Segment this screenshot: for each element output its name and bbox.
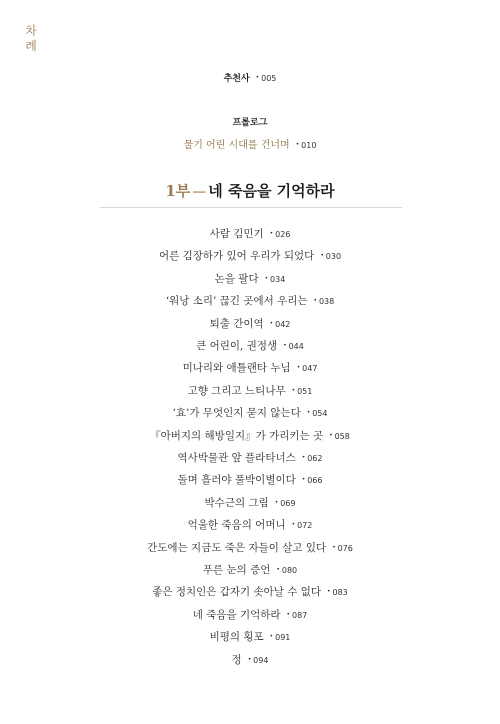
entry-page-number: • 080 [276, 566, 297, 575]
entry-title: 물기 어린 시대를 건너며 [183, 140, 290, 151]
entry-title: 박수근의 그림 [204, 496, 269, 509]
entry-title: 큰 어린이, 권정생 [196, 340, 278, 352]
entry-page-number: • 094 [248, 656, 269, 665]
entry-title: 논을 팔다 [214, 272, 259, 285]
entry-title: 좋은 정치인은 갑자기 솟아날 수 없다 [152, 586, 322, 599]
toc-entry-chapter[interactable] [0, 379, 500, 398]
toc-entry-chapter[interactable] [0, 513, 500, 532]
entry-title: 푸른 눈의 증언 [202, 564, 271, 576]
toc-entry-chapter[interactable] [0, 536, 500, 555]
entry-title: 역사박물관 앞 플라타너스 [177, 452, 296, 464]
toc-entry-chapter[interactable] [0, 603, 500, 622]
entry-title: 간도에는 지금도 죽은 자들이 살고 있다 [147, 541, 327, 554]
entry-title: 정 [231, 653, 242, 666]
entry-title: 미나리와 애틀랜타 누님 [182, 362, 291, 375]
entry-page-number: • 047 [297, 364, 318, 373]
part-heading [0, 180, 500, 201]
toc-entry-chapter[interactable] [0, 244, 500, 263]
entry-title: 사람 김민기 [209, 228, 264, 240]
divider-rule [100, 207, 402, 208]
toc-entry-chapter[interactable] [0, 334, 500, 353]
entry-title: 비평의 횡포 [209, 631, 264, 644]
entry-page-number: • 083 [327, 588, 348, 597]
entry-page-number: • 034 [265, 275, 286, 284]
part-dash: — [192, 184, 207, 200]
entry-title: 퇴출 간이역 [209, 317, 264, 330]
toc-entry-chapter[interactable] [0, 468, 500, 487]
prologue-heading-text: 프롤로그 [232, 118, 268, 128]
entry-title: 『아버지의 해방일지』가 가리키는 곳 [150, 429, 324, 442]
toc-entry-chapter[interactable] [0, 580, 500, 599]
toc-entry-chapter[interactable] [0, 625, 500, 644]
entry-page-number: • 066 [302, 476, 323, 485]
toc-entry-chapter[interactable] [0, 558, 500, 577]
entry-page-number: • 058 [329, 432, 350, 441]
entry-page-number: • 010 [296, 141, 317, 150]
prologue-heading [0, 110, 500, 129]
toc-entry-chapter[interactable] [0, 267, 500, 286]
entry-title: 네 죽음을 기억하라 [192, 608, 281, 621]
toc-entry-chapter[interactable] [0, 312, 500, 331]
entry-page-number: • 038 [314, 297, 335, 306]
side-title-char: 례 [25, 39, 37, 53]
side-title-char: 차 [25, 24, 37, 38]
toc-entry-recommendation[interactable] [0, 66, 500, 85]
entry-title: 추천사 [223, 74, 250, 84]
toc-entry-chapter[interactable] [0, 222, 500, 241]
side-title [24, 24, 38, 54]
entry-page-number: • 042 [270, 320, 291, 329]
entry-page-number: • 005 [256, 74, 277, 83]
toc-entry-chapter[interactable] [0, 356, 500, 375]
entry-title: ‘효’가 무엇인지 묻지 않는다 [172, 407, 301, 420]
entry-page-number: • 054 [307, 409, 328, 418]
entry-title: 어른 김장하가 있어 우리가 되었다 [158, 250, 315, 263]
part-number: 1부 [165, 182, 191, 200]
entry-title: ‘워낭 소리’ 끊긴 곳에서 우리는 [165, 295, 308, 308]
toc-entry-chapter[interactable] [0, 289, 500, 308]
toc-entry-chapter[interactable] [0, 648, 500, 667]
toc-entry-chapter[interactable] [0, 446, 500, 465]
entry-title: 돌며 흘러야 풀박이별이다 [177, 474, 296, 487]
entry-page-number: • 072 [292, 521, 313, 530]
entry-page-number: • 030 [320, 252, 341, 261]
entry-page-number: • 069 [275, 499, 296, 508]
entry-page-number: • 087 [287, 611, 308, 620]
entry-page-number: • 026 [270, 230, 291, 239]
toc-entry-chapter[interactable] [0, 424, 500, 443]
entry-title: 억울한 죽음의 어머니 [187, 519, 286, 532]
entry-page-number: • 091 [270, 633, 291, 642]
toc-entry-prologue[interactable] [0, 133, 500, 152]
toc-entry-chapter[interactable] [0, 491, 500, 510]
entry-page-number: • 062 [302, 454, 323, 463]
entry-page-number: • 051 [292, 387, 313, 396]
entry-page-number: • 044 [283, 342, 304, 351]
entry-title: 고향 그리고 느티나무 [187, 384, 286, 397]
part-title: 네 죽음을 기억하라 [208, 182, 335, 200]
toc-entry-chapter[interactable] [0, 401, 500, 420]
entry-page-number: • 076 [332, 544, 353, 553]
